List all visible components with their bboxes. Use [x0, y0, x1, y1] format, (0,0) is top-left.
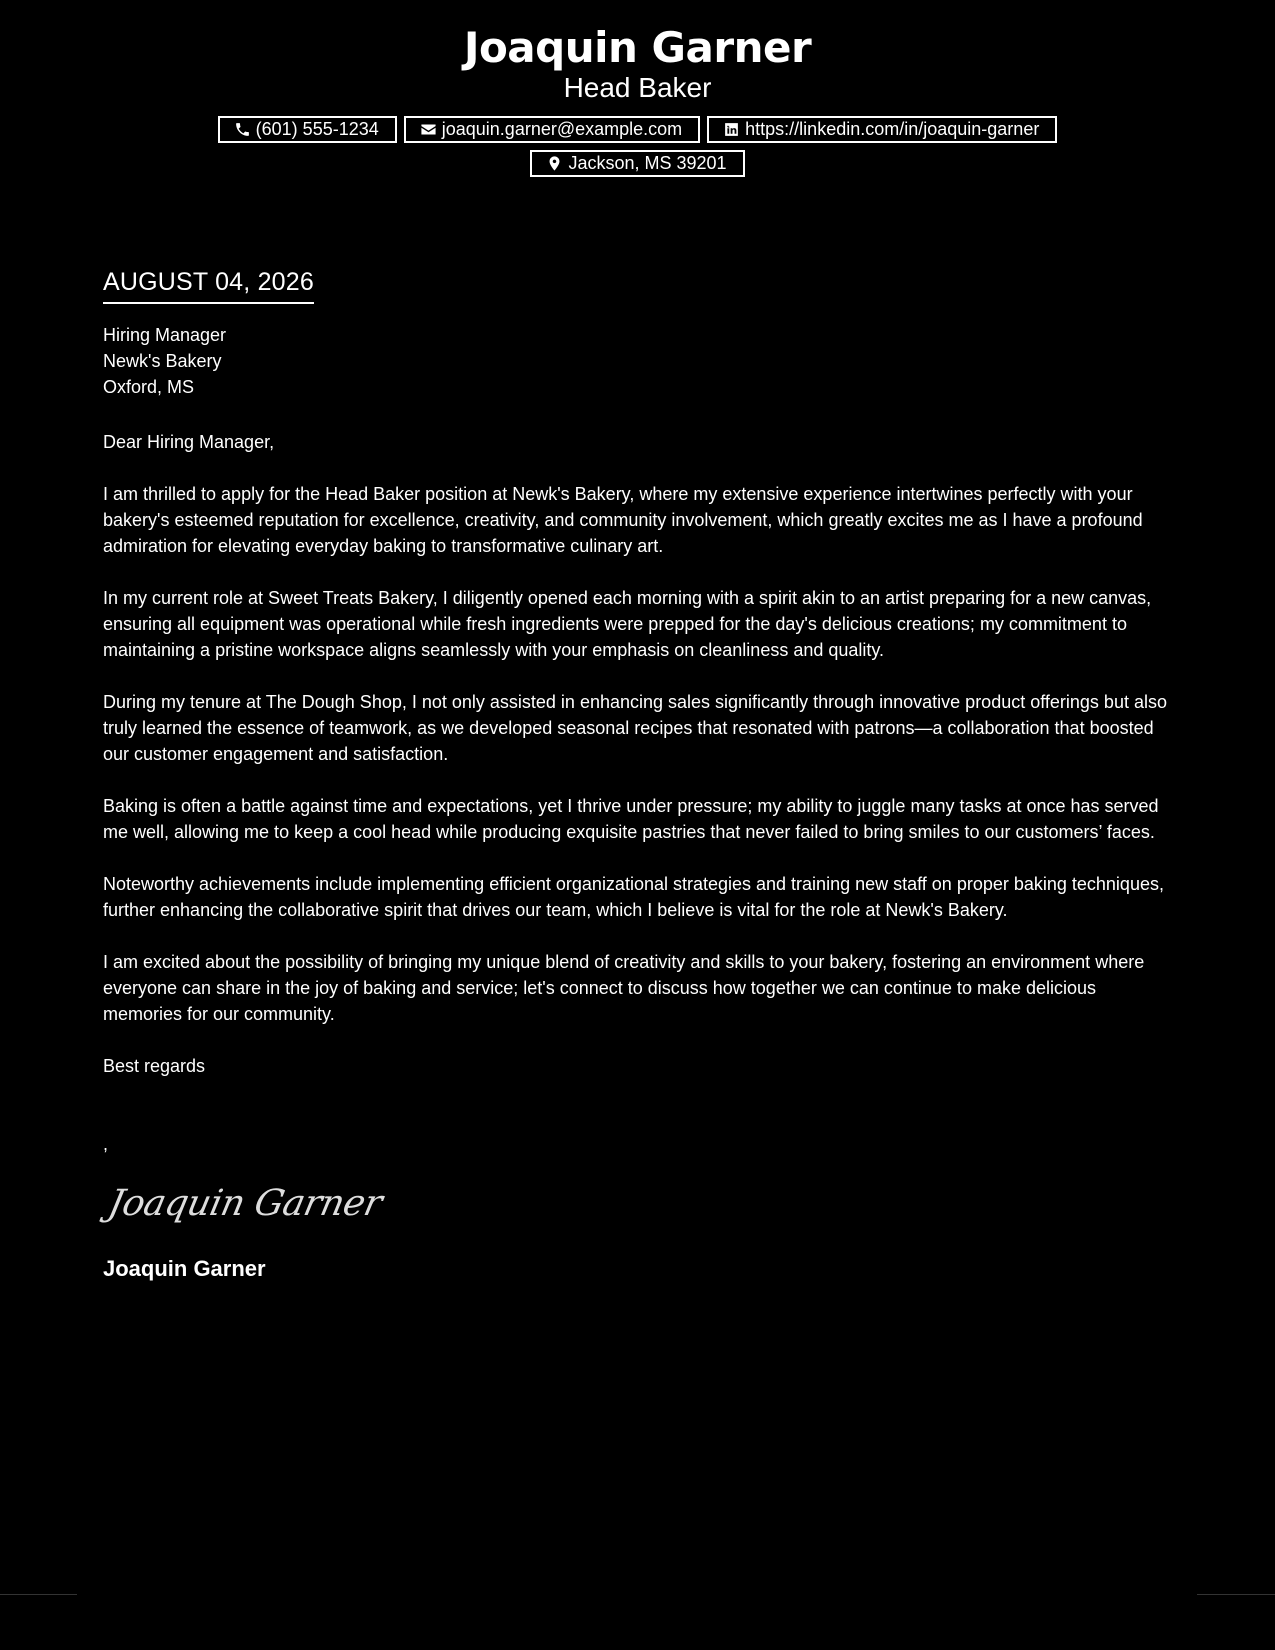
closing-comma: , — [103, 1134, 109, 1154]
location-text: Jackson, MS 39201 — [568, 153, 727, 173]
phone-text: (601) 555-1234 — [255, 119, 379, 139]
contact-list — [188, 116, 1088, 177]
recipient-location: Oxford, MS — [103, 377, 195, 397]
paragraph: During my tenure at The Dough Shop, I not only assisted in enhancing sales significantly through innovative product offerings but also truly learned the essence of teamwork, as we developed seasonal recipes that resonated with patrons—a collaboration that boosted our customer engagement and satisfaction. — [103, 692, 1167, 764]
map-pin-icon — [546, 155, 563, 172]
footer-divider-left — [0, 1594, 77, 1595]
footer-divider-right — [1197, 1594, 1275, 1595]
paragraph: In my current role at Sweet Treats Bakery, I diligently opened each morning with a spirit akin to an artist preparing for a new canvas, ensuring all equipment was operational while fresh ingredients were prepped for the day's delicious creations; my commitment to maintaining a pristine workspace aligns seamlessly with your emphasis on cleanliness and quality. — [103, 588, 1152, 660]
recipient-company: Newk's Bakery — [103, 351, 222, 371]
paragraph: I am excited about the possibility of bringing my unique blend of creativity and skills to your bakery, fostering an environment where everyone can share in the joy of baking and service; let's connect to discuss how together we can continue to make delicious memories for our community. — [103, 952, 1145, 1024]
linkedin-text: https://linkedin.com/in/joaquin-garner — [745, 119, 1040, 139]
contact-linkedin[interactable] — [707, 116, 1057, 143]
email-text: joaquin.garner@example.com — [441, 119, 683, 139]
letter-header — [0, 22, 1275, 177]
applicant-title: Head Baker — [563, 72, 712, 103]
paragraph: Noteworthy achievements include implementing efficient organizational strategies and training new staff on proper baking techniques, further enhancing the collaborative spirit that drives our team, which I believe is vital for the role at Newk's Bakery. — [103, 874, 1164, 920]
signer-name: Joaquin Garner — [103, 1256, 266, 1281]
envelope-icon — [420, 121, 437, 138]
salutation: Dear Hiring Manager, — [103, 432, 275, 452]
paragraph: Baking is often a battle against time and expectations, yet I thrive under pressure; my ability to juggle many tasks at once has served me well, allowing me to keep a cool head while producing exquisite pastries that never failed to bring smiles to our customers’ faces. — [103, 796, 1159, 842]
contact-location — [530, 150, 744, 177]
letter-date: AUGUST 04, 2026 — [103, 266, 314, 304]
phone-icon — [234, 121, 251, 138]
paragraph: I am thrilled to apply for the Head Baker position at Newk's Bakery, where my extensive experience intertwines perfectly with your bakery's esteemed reputation for excellence, creativity, and community involvement, which greatly excites me as I have a profound admiration for elevating everyday baking to transformative culinary art. — [103, 484, 1143, 556]
contact-phone[interactable] — [218, 116, 397, 143]
closing: Best regards — [103, 1056, 206, 1076]
applicant-name: Joaquin Garner — [463, 23, 812, 72]
linkedin-icon — [723, 121, 740, 138]
contact-email[interactable] — [404, 116, 700, 143]
handwritten-signature: Joaquin Garner — [104, 1183, 386, 1224]
letter-body — [103, 266, 1173, 1283]
recipient-title: Hiring Manager — [103, 325, 227, 345]
recipient-block — [103, 322, 1173, 400]
